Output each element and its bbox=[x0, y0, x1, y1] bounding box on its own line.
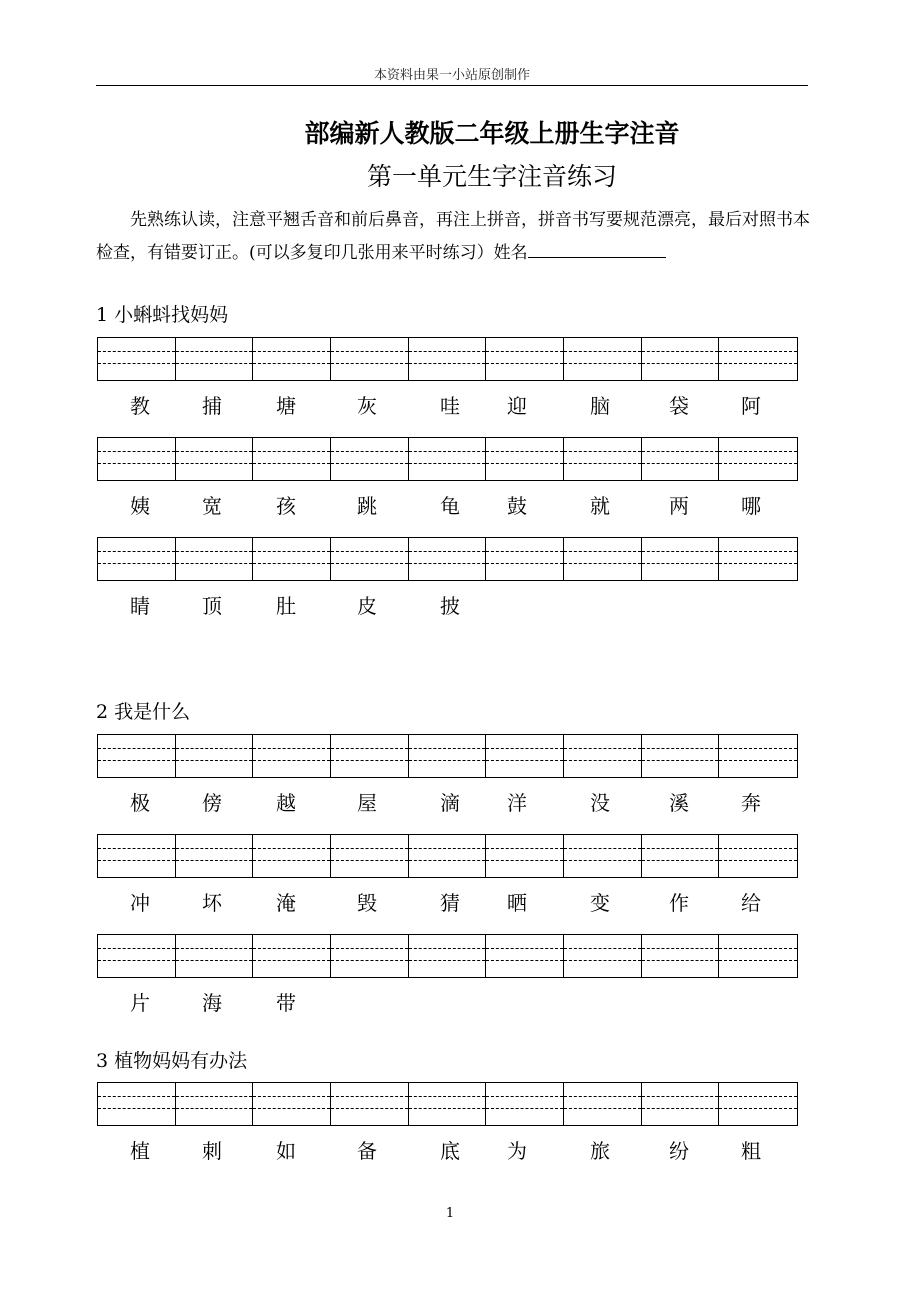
pinyin-cell[interactable] bbox=[331, 835, 409, 877]
hanzi-character: 作 bbox=[669, 891, 689, 915]
pinyin-cell[interactable] bbox=[642, 538, 720, 580]
pinyin-cell[interactable] bbox=[564, 538, 642, 580]
pinyin-cell[interactable] bbox=[409, 735, 487, 777]
pinyin-cell[interactable] bbox=[253, 538, 331, 580]
pinyin-cell[interactable] bbox=[98, 835, 176, 877]
pinyin-cell[interactable] bbox=[719, 438, 797, 480]
hanzi-character: 给 bbox=[741, 891, 761, 915]
hanzi-character: 脑 bbox=[590, 394, 610, 418]
hanzi-character: 宽 bbox=[202, 494, 222, 518]
pinyin-cell[interactable] bbox=[486, 438, 564, 480]
pinyin-cell[interactable] bbox=[486, 835, 564, 877]
hanzi-character: 粗 bbox=[741, 1139, 761, 1163]
name-blank-line[interactable] bbox=[528, 239, 666, 258]
hanzi-character: 披 bbox=[440, 594, 460, 618]
hanzi-character: 姨 bbox=[130, 494, 150, 518]
hanzi-character: 淹 bbox=[276, 891, 296, 915]
pinyin-cell[interactable] bbox=[719, 538, 797, 580]
hanzi-character: 哇 bbox=[440, 394, 460, 418]
hanzi-character: 坏 bbox=[202, 891, 222, 915]
hanzi-character: 备 bbox=[357, 1139, 377, 1163]
pinyin-cell[interactable] bbox=[331, 735, 409, 777]
hanzi-character: 阿 bbox=[741, 394, 761, 418]
section-title: 2 我是什么 bbox=[96, 701, 191, 723]
hanzi-character: 晒 bbox=[507, 891, 527, 915]
hanzi-character: 纷 bbox=[669, 1139, 689, 1163]
hanzi-character: 变 bbox=[590, 891, 610, 915]
hanzi-character: 为 bbox=[507, 1139, 527, 1163]
pinyin-cell[interactable] bbox=[564, 338, 642, 380]
character-row bbox=[97, 1136, 798, 1166]
pinyin-cell[interactable] bbox=[564, 835, 642, 877]
hanzi-character: 底 bbox=[440, 1139, 460, 1163]
hanzi-character: 傍 bbox=[202, 791, 222, 815]
pinyin-cell[interactable] bbox=[98, 338, 176, 380]
hanzi-character: 鼓 bbox=[507, 494, 527, 518]
character-row bbox=[97, 491, 798, 521]
document-subtitle: 第一单元生字注音练习 bbox=[366, 162, 617, 191]
hanzi-character: 皮 bbox=[357, 594, 377, 618]
hanzi-character: 塘 bbox=[276, 394, 296, 418]
page-number: 1 bbox=[445, 1206, 455, 1221]
hanzi-character: 溪 bbox=[669, 791, 689, 815]
pinyin-cell[interactable] bbox=[642, 338, 720, 380]
pinyin-cell[interactable] bbox=[564, 735, 642, 777]
hanzi-character: 迎 bbox=[507, 394, 527, 418]
pinyin-cell[interactable] bbox=[176, 1083, 254, 1125]
pinyin-cell[interactable] bbox=[486, 538, 564, 580]
pinyin-cell[interactable] bbox=[564, 935, 642, 977]
pinyin-cell[interactable] bbox=[409, 835, 487, 877]
character-row bbox=[97, 888, 798, 918]
pinyin-cell[interactable] bbox=[253, 438, 331, 480]
pinyin-cell[interactable] bbox=[331, 338, 409, 380]
hanzi-character: 植 bbox=[130, 1139, 150, 1163]
pinyin-cell[interactable] bbox=[176, 338, 254, 380]
hanzi-character: 孩 bbox=[276, 494, 296, 518]
instructions bbox=[96, 204, 812, 270]
instructions-text: 先熟练认读，注意平翘舌音和前后鼻音，再注上拼音，拼音书写要规范漂亮，最后对照书本检查，有错要订正。(可以多复印几张用来平时练习）姓名 bbox=[96, 210, 810, 263]
hanzi-character: 滴 bbox=[440, 791, 460, 815]
pinyin-cell[interactable] bbox=[176, 935, 254, 977]
pinyin-cell[interactable] bbox=[719, 835, 797, 877]
hanzi-character: 肚 bbox=[276, 594, 296, 618]
hanzi-character: 冲 bbox=[130, 891, 150, 915]
pinyin-cell[interactable] bbox=[486, 735, 564, 777]
header-note: 本资料由果一小站原创制作 bbox=[373, 68, 530, 83]
section-title: 3 植物妈妈有办法 bbox=[96, 1050, 248, 1072]
pinyin-cell[interactable] bbox=[331, 438, 409, 480]
pinyin-cell[interactable] bbox=[719, 735, 797, 777]
pinyin-cell[interactable] bbox=[564, 438, 642, 480]
pinyin-writing-grid bbox=[97, 1082, 798, 1126]
pinyin-cell[interactable] bbox=[409, 538, 487, 580]
pinyin-cell[interactable] bbox=[331, 935, 409, 977]
hanzi-character: 海 bbox=[202, 991, 222, 1015]
header-rule bbox=[96, 85, 808, 86]
pinyin-cell[interactable] bbox=[642, 935, 720, 977]
hanzi-character: 跳 bbox=[357, 494, 377, 518]
pinyin-cell[interactable] bbox=[98, 438, 176, 480]
pinyin-cell[interactable] bbox=[98, 935, 176, 977]
pinyin-writing-grid bbox=[97, 437, 798, 481]
hanzi-character: 刺 bbox=[202, 1139, 222, 1163]
hanzi-character: 猜 bbox=[440, 891, 460, 915]
hanzi-character: 洋 bbox=[507, 791, 527, 815]
pinyin-writing-grid bbox=[97, 337, 798, 381]
hanzi-character: 屋 bbox=[357, 791, 377, 815]
pinyin-cell[interactable] bbox=[409, 338, 487, 380]
pinyin-cell[interactable] bbox=[98, 1083, 176, 1125]
pinyin-writing-grid bbox=[97, 834, 798, 878]
pinyin-cell[interactable] bbox=[409, 438, 487, 480]
pinyin-cell[interactable] bbox=[253, 338, 331, 380]
character-row bbox=[97, 391, 798, 421]
pinyin-cell[interactable] bbox=[331, 1083, 409, 1125]
pinyin-cell[interactable] bbox=[486, 935, 564, 977]
hanzi-character: 没 bbox=[590, 791, 610, 815]
character-row bbox=[97, 788, 798, 818]
pinyin-cell[interactable] bbox=[719, 935, 797, 977]
hanzi-character: 旅 bbox=[590, 1139, 610, 1163]
character-row bbox=[97, 988, 798, 1018]
hanzi-character: 如 bbox=[276, 1139, 296, 1163]
pinyin-cell[interactable] bbox=[253, 735, 331, 777]
pinyin-cell[interactable] bbox=[331, 538, 409, 580]
hanzi-character: 片 bbox=[130, 991, 150, 1015]
hanzi-character: 龟 bbox=[440, 494, 460, 518]
pinyin-cell[interactable] bbox=[98, 735, 176, 777]
hanzi-character: 灰 bbox=[357, 394, 377, 418]
hanzi-character: 睛 bbox=[130, 594, 150, 618]
pinyin-cell[interactable] bbox=[642, 735, 720, 777]
section-title: 1 小蝌蚪找妈妈 bbox=[96, 304, 229, 326]
pinyin-writing-grid bbox=[97, 537, 798, 581]
hanzi-character: 极 bbox=[130, 791, 150, 815]
pinyin-cell[interactable] bbox=[642, 438, 720, 480]
pinyin-cell[interactable] bbox=[486, 338, 564, 380]
hanzi-character: 越 bbox=[276, 791, 296, 815]
pinyin-cell[interactable] bbox=[98, 538, 176, 580]
hanzi-character: 教 bbox=[130, 394, 150, 418]
hanzi-character: 哪 bbox=[741, 494, 761, 518]
hanzi-character: 带 bbox=[276, 991, 296, 1015]
pinyin-cell[interactable] bbox=[409, 1083, 487, 1125]
pinyin-cell[interactable] bbox=[176, 438, 254, 480]
pinyin-cell[interactable] bbox=[253, 1083, 331, 1125]
document-title: 部编新人教版二年级上册生字注音 bbox=[304, 119, 680, 148]
character-row bbox=[97, 591, 798, 621]
hanzi-character: 奔 bbox=[741, 791, 761, 815]
pinyin-cell[interactable] bbox=[642, 1083, 720, 1125]
hanzi-character: 毁 bbox=[357, 891, 377, 915]
pinyin-cell[interactable] bbox=[409, 935, 487, 977]
pinyin-cell[interactable] bbox=[176, 835, 254, 877]
pinyin-cell[interactable] bbox=[564, 1083, 642, 1125]
pinyin-cell[interactable] bbox=[486, 1083, 564, 1125]
pinyin-cell[interactable] bbox=[642, 835, 720, 877]
hanzi-character: 顶 bbox=[202, 594, 222, 618]
pinyin-cell[interactable] bbox=[253, 835, 331, 877]
pinyin-cell[interactable] bbox=[176, 735, 254, 777]
pinyin-cell[interactable] bbox=[719, 1083, 797, 1125]
hanzi-character: 捕 bbox=[202, 394, 222, 418]
pinyin-cell[interactable] bbox=[719, 338, 797, 380]
hanzi-character: 袋 bbox=[669, 394, 689, 418]
pinyin-cell[interactable] bbox=[253, 935, 331, 977]
pinyin-writing-grid bbox=[97, 934, 798, 978]
hanzi-character: 就 bbox=[590, 494, 610, 518]
hanzi-character: 两 bbox=[669, 494, 689, 518]
pinyin-cell[interactable] bbox=[176, 538, 254, 580]
pinyin-writing-grid bbox=[97, 734, 798, 778]
